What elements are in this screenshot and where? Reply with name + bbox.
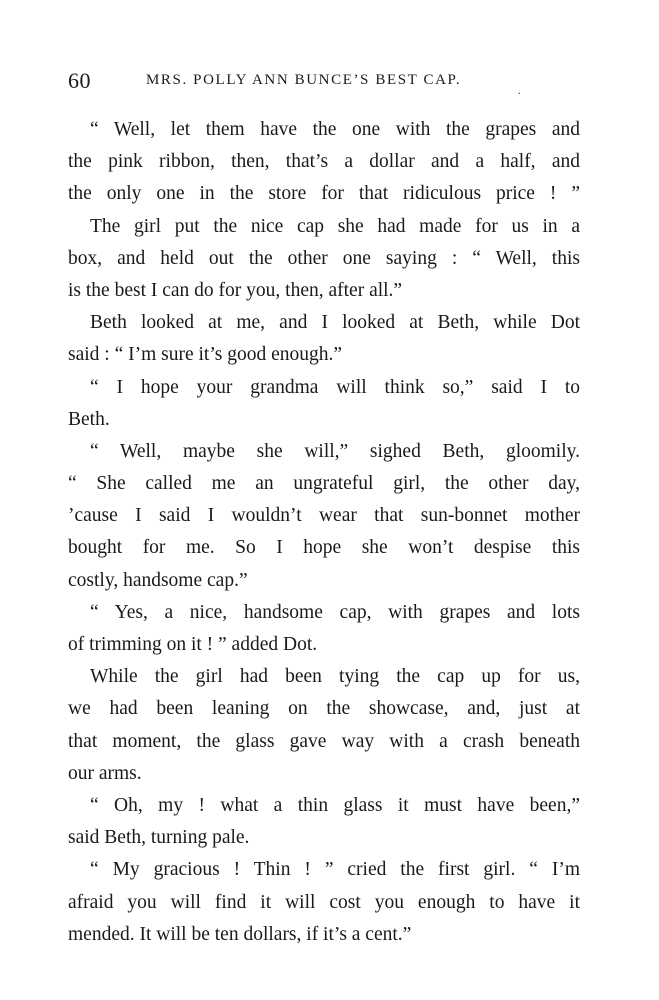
header-mark: . [518,86,521,97]
text-line: afraid you will find it will cost you enough to have it [68,891,580,913]
running-head: MRS. POLLY ANN BUNCE’S BEST CAP. [146,72,462,88]
text-line: that moment, the glass gave way with a crash beneath [68,730,580,752]
text-line: “ She called me an ungrateful girl, the other day, [68,473,580,495]
text-line: our arms. [68,762,142,784]
text-line: Beth looked at me, and I looked at Beth, while Dot [90,312,580,334]
text-line: the only one in the store for that ridiculous price ! ” [68,183,580,205]
text-line: The girl put the nice cap she had made for us in a [90,215,580,237]
page-header [68,68,608,98]
text-line: said : “ I’m sure it’s good enough.” [68,344,343,366]
text-line: of trimming on it ! ” added Dot. [68,634,318,655]
text-line: “ My gracious ! Thin ! ” cried the first girl. “ I’m [90,859,580,881]
text-line: “ I hope your grandma will think so,” said I to [90,376,580,398]
text-line: “ Well, maybe she will,” sighed Beth, gloomily. [90,440,580,462]
text-line: Beth. [68,408,110,430]
text-line: box, and held out the other one saying : “ Well, this [68,247,580,269]
text-line: ’cause I said I wouldn’t wear that sun-bonnet mother [68,505,580,527]
text-line: “ Yes, a nice, handsome cap, with grapes and lots [90,601,580,623]
text-line: “ Well, let them have the one with the grapes and [90,119,580,140]
body-text [68,114,580,951]
text-line: While the girl had been tying the cap up for us, [90,666,580,688]
text-line: the pink ribbon, then, that’s a dollar and a half, and [68,151,580,173]
text-line: is the best I can do for you, then, after all.” [68,279,403,301]
page-number: 60 [68,68,91,93]
text-line: mended. It will be ten dollars, if it’s a cent.” [68,923,412,945]
text-line: said Beth, turning pale. [68,827,250,849]
text-line: costly, handsome cap.” [68,569,248,591]
text-line: bought for me. So I hope she won’t despise this [68,537,580,559]
text-line: we had been leaning on the showcase, and, just at [68,698,580,720]
text-line: “ Oh, my ! what a thin glass it must have been,” [90,794,580,816]
